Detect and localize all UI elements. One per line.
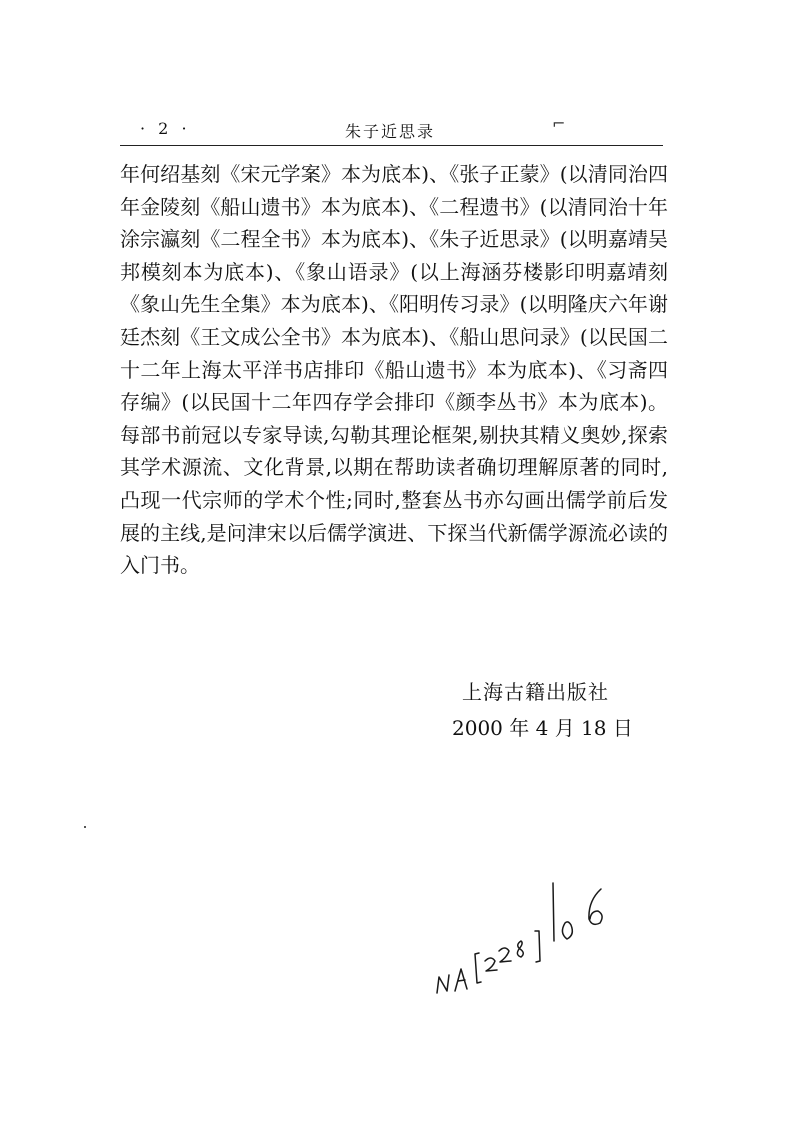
handwritten-catalog-note bbox=[425, 875, 625, 1010]
header-rule bbox=[120, 145, 663, 146]
running-head-title: 朱子近思录 bbox=[345, 122, 436, 141]
publication-date: 2000 年 4 月 18 日 bbox=[452, 716, 633, 740]
corner-mark: ⌐ bbox=[552, 114, 566, 133]
page-number: · 2 · bbox=[140, 119, 191, 138]
body-paragraph: 年何绍基刻《宋元学案》本为底本)、《张子正蒙》(以清同治四年金陵刻《船山遗书》本为底本)、《二程遗书》(以清同治十年涂宗瀛刻《二程全书》本为底本)、《朱子近思录》(以明嘉靖吴邦模刻本为底本)、《象山语录》(以上海涵芬楼影印明嘉靖刻《象山先生全集》本为底本)、《阳明传习录》(以明隆庆六年谢廷杰刻《王文成公全书》本为底本)、《船山思问录》(以民国二十二年上海太平洋书店排印《船山遗书》本为底本)、《习斋四存编》(以民国十二年四存学会排印《颜李丛书》本为底本)。每部书前冠以专家导读,勾勒其理论框架,剔抉其精义奥妙,探索其学术源流、文化背景,以期在帮助读者确切理解原著的同时,凸现一代宗师的学术个性;同时,整套丛书亦勾画出儒学前后发展的主线,是问津宋以后儒学演进、下探当代新儒学源流必读的入门书。 bbox=[120, 162, 668, 578]
scan-speck bbox=[84, 826, 86, 828]
publisher-name: 上海古籍出版社 bbox=[462, 680, 609, 704]
